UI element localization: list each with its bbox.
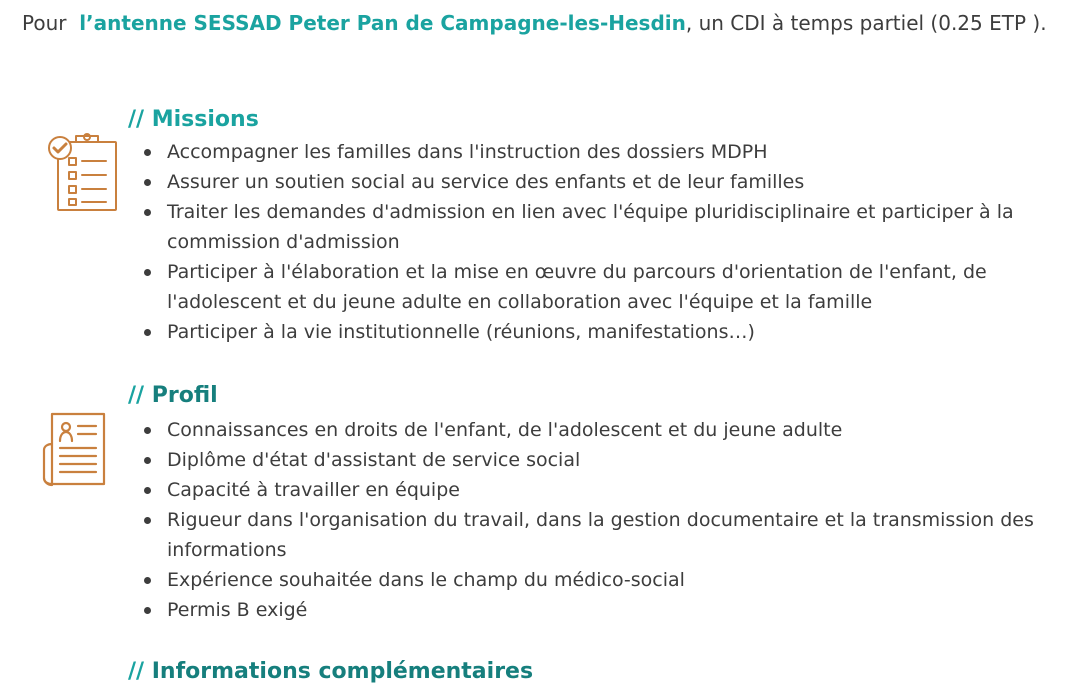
intro-line <box>22 9 1047 37</box>
intro-suffix: , un CDI à temps partiel (0.25 ETP ). <box>685 11 1047 35</box>
missions-heading <box>128 106 259 134</box>
list-item: Connaissances en droits de l'enfant, de l'adolescent et du jeune adulte <box>137 415 1042 445</box>
profil-title: Profil <box>151 383 218 408</box>
missions-list <box>137 137 1042 347</box>
list-item: Accompagner les familles dans l'instruction des dossiers MDPH <box>137 137 1042 167</box>
list-item: Participer à l'élaboration et la mise en œuvre du parcours d'orientation de l'enfant, de l'adolescent et du jeune adulte en collaboration avec l'équipe et la famille <box>137 257 1042 317</box>
list-item: Assurer un soutien social au service des enfants et de leur familles <box>137 167 1042 197</box>
list-item: Permis B exigé <box>137 595 1042 625</box>
organization-name: l’antenne SESSAD Peter Pan de Campagne-les-Hesdin <box>79 11 686 35</box>
heading-slashes: // <box>128 659 145 684</box>
profil-heading <box>128 382 218 410</box>
heading-slashes: // <box>128 383 145 408</box>
infos-title: Informations complémentaires <box>151 659 534 684</box>
missions-title: Missions <box>151 107 259 132</box>
list-item: Traiter les demandes d'admission en lien avec l'équipe pluridisciplinaire et participer à la commission d'admission <box>137 197 1042 257</box>
list-item: Capacité à travailler en équipe <box>137 475 1042 505</box>
list-item: Expérience souhaitée dans le champ du médico-social <box>137 565 1042 595</box>
list-item: Diplôme d'état d'assistant de service social <box>137 445 1042 475</box>
list-item: Rigueur dans l'organisation du travail, dans la gestion documentaire et la transmission des informations <box>137 505 1042 565</box>
intro-prefix: Pour <box>22 11 67 35</box>
clipboard-checklist-icon <box>42 128 124 216</box>
infos-heading <box>128 658 533 686</box>
profil-list <box>137 415 1042 625</box>
heading-slashes: // <box>128 107 145 132</box>
list-item: Participer à la vie institutionnelle (réunions, manifestations…) <box>137 317 1042 347</box>
resume-document-icon <box>38 410 110 492</box>
